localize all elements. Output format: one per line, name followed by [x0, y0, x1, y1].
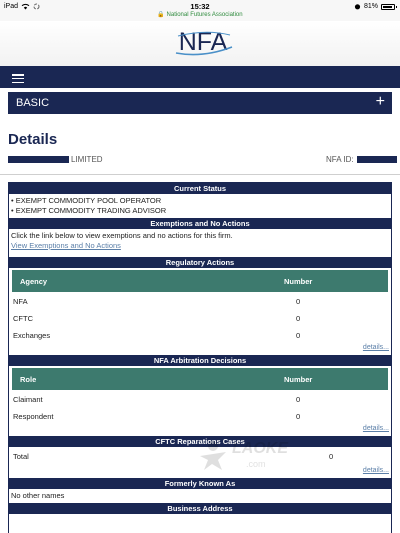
main-nav-bar — [0, 66, 400, 88]
firm-name-suffix: LIMITED — [71, 155, 103, 164]
battery-percent: 81% — [363, 3, 378, 10]
hamburger-menu-icon[interactable] — [12, 74, 24, 83]
agency-column-header: Agency — [20, 277, 48, 286]
table-row — [12, 326, 388, 343]
status-right — [354, 3, 395, 10]
agency-cell: Exchanges — [13, 331, 51, 340]
regulatory-details-link[interactable]: details... — [362, 344, 389, 351]
firm-info-row — [8, 154, 397, 166]
basic-label: BASIC — [16, 97, 50, 109]
redacted-nfa-id — [357, 156, 397, 163]
role-cell: Respondent — [13, 412, 54, 421]
total-label: Total — [13, 452, 29, 461]
formerly-known-body — [9, 489, 391, 503]
plus-icon[interactable]: + — [375, 93, 385, 110]
regulatory-actions-heading: Regulatory Actions — [9, 257, 391, 268]
table-row — [12, 390, 388, 407]
redacted-firm-name — [8, 156, 69, 163]
number-column-header: Number — [284, 277, 313, 286]
device-label: iPad — [4, 3, 19, 10]
page-title: Details — [8, 131, 58, 148]
site-header — [0, 21, 400, 66]
details-panel — [8, 182, 392, 533]
nfa-id-label: NFA ID: — [326, 155, 354, 164]
divider — [0, 174, 400, 175]
agency-cell: CFTC — [13, 314, 33, 323]
status-time: 15:32 — [190, 2, 210, 11]
reparations-details-link[interactable]: details... — [362, 467, 389, 474]
number-cell: 0 — [296, 297, 301, 306]
business-address-heading: Business Address — [9, 503, 391, 514]
table-row — [12, 407, 388, 424]
battery-fill — [383, 6, 392, 8]
arbitration-details-link[interactable]: details... — [362, 425, 389, 432]
current-status-heading: Current Status — [9, 183, 391, 194]
exemptions-text: Click the link below to view exemptions and no actions for this firm. — [11, 231, 233, 240]
role-column-header: Role — [20, 375, 37, 384]
reparations-total-row — [9, 447, 391, 464]
url-label[interactable] — [0, 11, 400, 18]
number-cell: 0 — [296, 412, 301, 421]
status-bar — [0, 0, 400, 21]
exemptions-body — [9, 229, 391, 253]
watermark-logo: LAOKE .com — [196, 436, 316, 476]
formerly-known-heading: Formerly Known As — [9, 478, 391, 489]
basic-section-toggle[interactable] — [8, 92, 392, 114]
url-text: National Futures Association — [166, 12, 243, 18]
current-status-body — [9, 194, 391, 218]
number-cell: 0 — [296, 395, 301, 404]
agency-cell: NFA — [13, 297, 28, 306]
number-column-header: Number — [284, 375, 313, 384]
status-item: • EXEMPT COMMODITY POOL OPERATOR — [11, 196, 162, 205]
role-cell: Claimant — [13, 395, 43, 404]
table-header — [12, 368, 388, 390]
view-exemptions-link[interactable]: View Exemptions and No Actions — [11, 241, 121, 250]
exemptions-heading: Exemptions and No Actions — [9, 218, 391, 229]
arbitration-heading: NFA Arbitration Decisions — [9, 355, 391, 366]
nfa-logo[interactable] — [168, 27, 238, 57]
lock-icon: 🔒 — [157, 12, 165, 18]
table-row — [12, 292, 388, 309]
battery-icon — [381, 4, 395, 10]
regulatory-actions-table — [9, 270, 391, 343]
formerly-known-text: No other names — [11, 491, 65, 500]
alarm-icon — [354, 3, 361, 10]
total-value: 0 — [329, 452, 334, 461]
reparations-heading: CFTC Reparations Cases — [9, 436, 391, 447]
status-item: • EXEMPT COMMODITY TRADING ADVISOR — [11, 206, 167, 215]
arbitration-table — [9, 368, 391, 424]
number-cell: 0 — [296, 314, 301, 323]
table-header — [12, 270, 388, 292]
logo-text: NFA — [178, 28, 228, 56]
number-cell: 0 — [296, 331, 301, 340]
table-row — [12, 309, 388, 326]
